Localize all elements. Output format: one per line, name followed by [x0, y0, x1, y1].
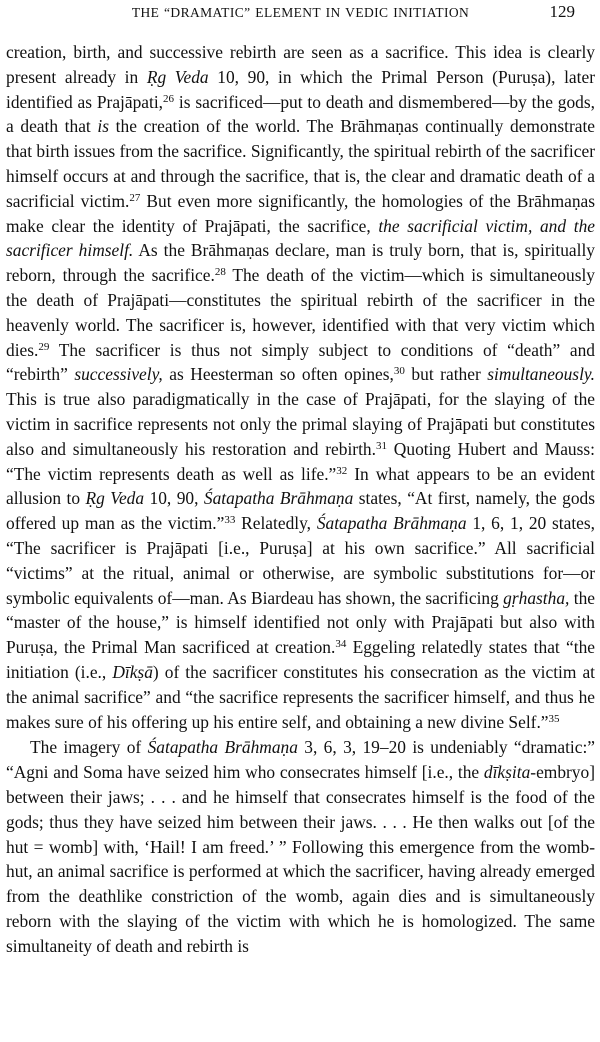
italic-text: the sacrificial victim, and the sacrificer himself. [6, 215, 595, 261]
text-run: ) of the sacrificer constitutes his consecration as the victim at the animal sacrifice” and “the sacrifice represents the sacrificer himself, and thus he makes sure of his offering up his entire self, and obtaining a new divine Self.” [6, 661, 595, 732]
text-run: 10, 90, [144, 488, 204, 509]
italic-text: gṛhastha, [503, 587, 570, 608]
footnote-ref: 33 [224, 514, 236, 527]
running-header [6, 0, 595, 40]
text-run: As the Brāhmaṇas declare, man is truly born, that is, spiritually reborn, through the sacrifice. [6, 240, 595, 286]
text-run: creation, birth, and successive rebirth are seen as a sacrifice. This idea is clearly present already in [6, 42, 595, 87]
text-run: 1, 6, 1, 20 states, “The sacrificer is Prajāpati [i.e., Puruṣa] at his own sacrifice.” All sacrificial “victims” at the ritual, animal or otherwise, are symbolic substitutions for—or symbolic equivalents of—man. As Biardeau has shown, the sacrificing [6, 513, 595, 608]
text-run: The sacrificer is thus not simply subject to conditions of “death” and “rebirth” [6, 339, 595, 385]
text-run: as Heesterman so often opines, [162, 364, 394, 385]
text-run: 10, 90, in which the Primal Person (Puruṣa), later identified as Prajāpati, [6, 66, 595, 112]
italic-text: Ṛg Veda [85, 488, 145, 509]
running-title: THE “DRAMATIC” ELEMENT IN VEDIC INITIATION [131, 5, 470, 20]
italic-text: Śatapatha Brāhmaṇa [203, 488, 354, 509]
text-run: 3, 6, 3, 19–20 is undeniably “dramatic:” “Agni and Soma have seized him who consecrates himself [i.e., the [6, 737, 596, 783]
text-run: But even more significantly, the homologies of the Brāhmaṇas make clear the identity of Prajāpati, the sacrifice, [6, 190, 595, 236]
paragraph-1 [6, 40, 595, 734]
footnote-ref: 28 [214, 266, 226, 279]
text-run: In what appears to be an evident allusion to [6, 463, 595, 509]
text-run: states, “At first, namely, the gods offered up man as the victim.” [6, 488, 595, 534]
footnote-ref: 31 [375, 439, 387, 452]
footnote-ref: 30 [393, 365, 405, 378]
italic-text: is [97, 116, 110, 137]
text-run: -embryo] between their jaws; . . . and he himself that consecrates himself is the food of the gods; thus they have seized him between their jaws. . . . He then walks out [of the hut = womb] with, ‘Hail! I am freed.’ ” Following this emergence from the womb-hut, an animal sacrifice is performed at which the sacrificer, having already emerged from the deathlike constriction of the womb, again dies and is simultaneously reborn with the slaying of the victim with which he is homologized. The same simultaneity of death and rebirth is [6, 762, 595, 956]
paragraph-2 [6, 735, 595, 958]
text-run: The death of the victim—which is simultaneously the death of Prajāpati—constitutes the spiritual rebirth of the sacrificer in the heavenly world. The sacrificer is, however, identified with that very victim which dies. [6, 265, 595, 360]
text-run: Quoting Hubert and Mauss: “The victim represents death as well as life.” [6, 438, 595, 484]
footnote-ref: 35 [548, 712, 560, 725]
footnote-ref: 26 [163, 92, 175, 105]
text-run: the “master of the house,” is himself identified not only with Prajāpati but also with Puruṣa, the Primal Man sacrificed at creation. [6, 587, 595, 658]
footnote-ref: 27 [129, 191, 141, 204]
italic-text: simultaneously. [487, 364, 596, 385]
italic-text: Śatapatha Brāhmaṇa [147, 737, 298, 758]
footnote-ref: 34 [335, 638, 347, 651]
italic-text: Śatapatha Brāhmaṇa [316, 513, 467, 534]
page-number: 129 [549, 2, 575, 21]
italic-text: successively, [74, 364, 163, 385]
text-run: but rather [404, 364, 488, 385]
text-run: This is true also paradigmatically in the case of Prajāpati, for the slaying of the victim in sacrifice represents not only the primal slaying of Prajāpati but constitutes also and simultaneously his restoration and rebirth. [6, 389, 595, 459]
footnote-ref: 29 [38, 340, 50, 353]
footnote-ref: 32 [336, 464, 348, 477]
body-text [6, 40, 595, 958]
text-run: Eggeling relatedly states that “the initiation (i.e., [6, 637, 595, 682]
text-run: the creation of the world. The Brāhmaṇas continually demonstrate that birth issues from the sacrifice. Significantly, the spiritual rebirth of the sacrificer himself occurs at and through the sacrifice, that is, the clear and dramatic death of a sacrificial victim. [6, 116, 596, 211]
text-run: The imagery of [30, 737, 148, 758]
text-run: Relatedly, [235, 513, 317, 534]
text-run: is sacrificed—put to death and dismembered—by the gods, a death that [6, 91, 595, 137]
italic-text: dīkṣita [483, 762, 531, 783]
italic-text: Ṛg Veda [146, 66, 209, 87]
italic-text: Dīkṣā [112, 661, 153, 682]
